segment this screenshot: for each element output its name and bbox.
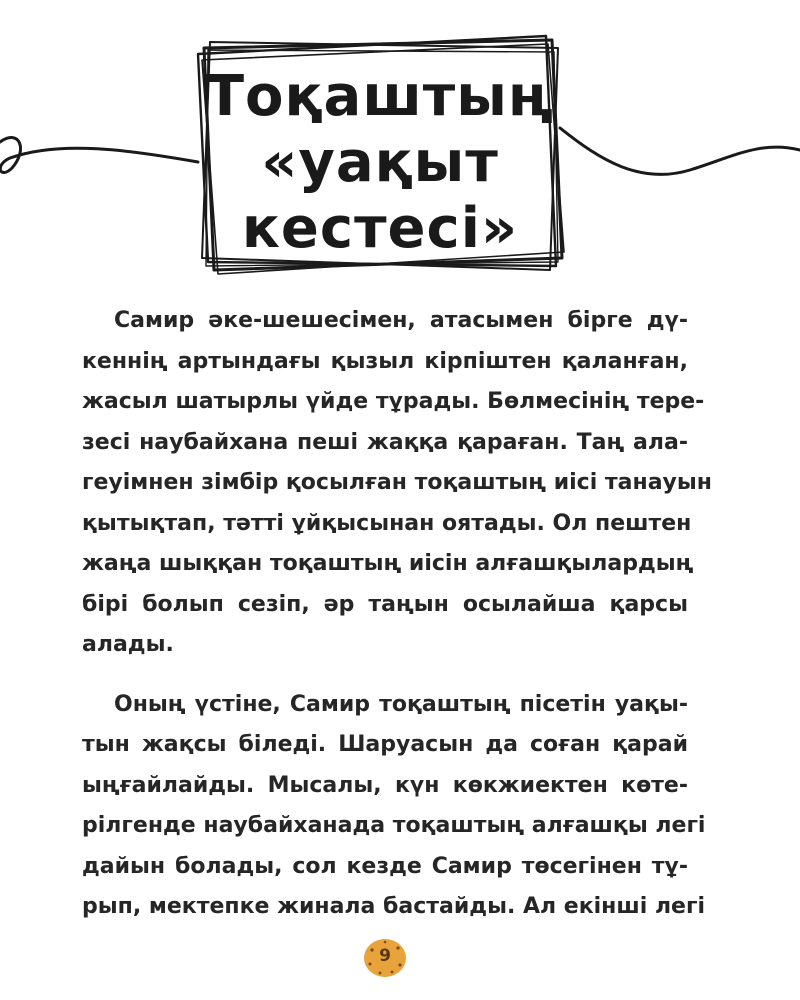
text-line: ыңғайлайды. Мысалы, күн көкжиектен көте- bbox=[82, 772, 688, 798]
text-line: рып, мектепке жинала бастайды. Ал екінші легі bbox=[82, 894, 706, 919]
title-line-3: кестесі» bbox=[241, 196, 519, 261]
text-line: Самир әке-шешесімен, атасымен бірге дү- bbox=[114, 308, 688, 333]
text-line: тын жақсы біледі. Шаруасын да соған қарай bbox=[82, 732, 688, 757]
title-frame bbox=[190, 30, 570, 278]
text-line: дайын болады, сол кезде Самир төсегінен тұ- bbox=[82, 853, 688, 879]
page-number-badge bbox=[360, 935, 410, 981]
page-number: 9 bbox=[379, 946, 391, 966]
text-line: жаңа шыққан тоқаштың иісін алғашқылардың bbox=[82, 551, 694, 576]
title-line-1: Тоқаштың bbox=[205, 64, 555, 129]
text-line: бірі болып сезіп, әр таңын осылайша қарсы bbox=[82, 591, 688, 617]
page-title bbox=[190, 64, 570, 262]
paragraph-1 bbox=[82, 301, 712, 666]
text-line: зесі наубайхана пеші жаққа қараған. Таң ала- bbox=[82, 429, 688, 455]
paragraph-2 bbox=[82, 685, 706, 928]
text-line: геуімнен зімбір қосылған тоқаштың иісі танауын bbox=[82, 470, 712, 495]
text-line: рілгенде наубайханада тоқаштың алғашқы легі bbox=[82, 813, 706, 838]
text-line: алады. bbox=[82, 632, 174, 657]
title-line-2: «уақыт bbox=[261, 130, 499, 195]
text-line: кеннің артындағы қызыл кірпіштен қаланған, bbox=[82, 348, 688, 374]
text-line: қытықтап, тәтті ұйқысынан оятады. Ол пештен bbox=[82, 510, 692, 536]
text-line: Оның үстіне, Самир тоқаштың пісетін уақы- bbox=[114, 691, 688, 717]
text-line: жасыл шатырлы үйде тұрады. Бөлмесінің тере- bbox=[82, 389, 705, 414]
story-text bbox=[82, 301, 712, 947]
